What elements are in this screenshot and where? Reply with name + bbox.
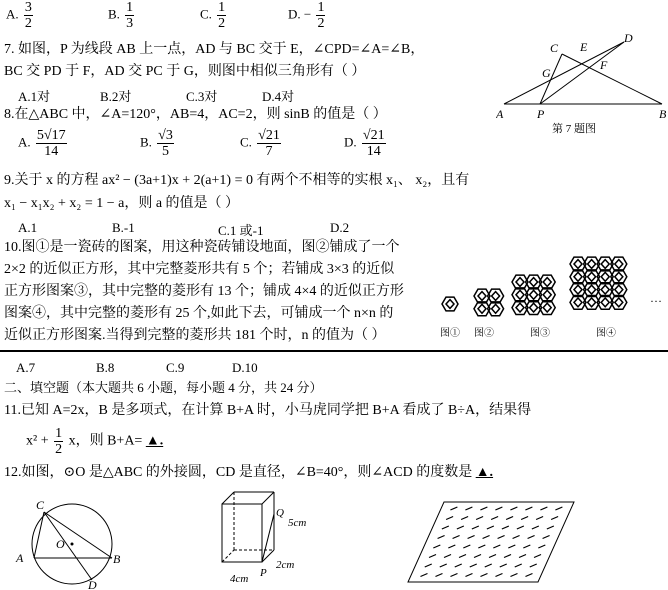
q9-option-d: D.2: [330, 220, 350, 235]
q10-line4: 图案④，其中完整的菱形有 25 个,如此下去，可铺成一个 n×n 的: [4, 306, 394, 321]
q7-line2: BC 交 PD 于 F，AD 交 PC 于 G，则图中相似三角形有（ ）: [4, 64, 366, 79]
dash-mark: [448, 545, 455, 548]
label-c: C: [36, 498, 45, 512]
dash-mark: [515, 564, 522, 567]
tile-rhombus: [601, 260, 609, 269]
q8-option-c: C. $\frac{√21}{7}$: [240, 128, 280, 159]
tile-rhombus: [615, 285, 623, 294]
label-d: D: [624, 31, 633, 45]
tile-rhombus: [543, 278, 551, 287]
dash-mark: [487, 526, 494, 529]
label-d: D: [88, 578, 97, 590]
tile-rhombus: [574, 260, 582, 269]
tile-rhombus: [478, 292, 486, 301]
dash-mark: [470, 564, 477, 567]
dash-mark: [513, 536, 520, 539]
label-a: A: [16, 551, 24, 565]
dash-mark: [523, 545, 530, 548]
q10-line3: 正方形图案③，其中完整的菱形有 13 个；铺成 4×4 的近似正方形: [4, 284, 404, 299]
dash-mark: [438, 536, 445, 539]
fig-label-1: 图①: [440, 328, 460, 339]
dash-mark: [521, 517, 528, 520]
tile-rhombus: [601, 272, 609, 281]
fraction: $\frac{1}{2}$: [218, 0, 226, 31]
dash-mark: [536, 517, 543, 520]
dash-mark: [555, 507, 562, 510]
dash-mark: [532, 526, 539, 529]
q10-line5: 近似正方形图案.当得到完整的菱形共 181 个时，n 的值为（ ）: [4, 328, 386, 343]
dash-mark: [478, 545, 485, 548]
tile-rhombus: [615, 272, 623, 281]
q11-line1: 11.已知 A=2x，B 是多项式，在计算 B+A 时，小马虎同学把 B+A 看成了 B÷A，结果得: [4, 403, 532, 418]
dash-mark: [461, 517, 468, 520]
box-figure: [206, 490, 316, 590]
q9-line2: x₁ − x₁x₂ + x₂ = 1 − a，则 a 的值是（ ）: [4, 196, 240, 211]
tile-rhombus: [516, 303, 524, 312]
label-b: B: [113, 552, 121, 566]
q6-option-d: D. − $\frac{1}{2}$: [288, 0, 325, 31]
q12-text: 12.如图，⊙O 是△ABC 的外接圆，CD 是直径，∠B=40°，则∠ACD 的度数是 ▲.: [4, 465, 494, 480]
label-a: A: [496, 107, 504, 121]
tile-rhombus: [492, 304, 500, 313]
ellipsis: …: [650, 291, 662, 305]
dash-mark: [495, 507, 502, 510]
tile-rhombus: [574, 298, 582, 307]
dash-mark: [429, 555, 436, 558]
separator-line: [0, 350, 668, 352]
dash-mark: [489, 555, 496, 558]
dash-mark: [495, 574, 502, 577]
dash-mark: [517, 526, 524, 529]
dash-mark: [425, 564, 432, 567]
dash-mark: [457, 526, 464, 529]
tile-rhombus: [615, 298, 623, 307]
dash-mark: [528, 536, 535, 539]
q7-figure: [496, 30, 668, 140]
q10-line1: 10.图①是一瓷砖的图案，用这种瓷砖铺设地面，图②铺成了一个: [4, 240, 400, 255]
dash-mark: [472, 526, 479, 529]
tile-rhombus: [588, 285, 596, 294]
dash-mark: [465, 507, 472, 510]
dash-mark: [493, 545, 500, 548]
q10-option-a: A.7: [16, 360, 36, 375]
dash-mark: [491, 517, 498, 520]
fig-label-4: 图④: [596, 328, 616, 339]
dash-mark: [444, 555, 451, 558]
dash-mark: [525, 574, 532, 577]
q7-option-a: A.1对: [18, 89, 51, 104]
q8-text: 8.在△ABC 中，∠A=120°，AB=4，AC=2，则 sinB 的值是（ ）: [4, 107, 387, 122]
q8-option-b: B. $\frac{√3}{5}$: [140, 128, 173, 159]
dash-mark: [485, 564, 492, 567]
q11-line2: x² + $\frac{1}{2}$ x，则 B+A= ▲.: [26, 426, 164, 457]
dash-mark: [525, 507, 532, 510]
label-b: B: [659, 107, 667, 121]
dash-mark: [551, 517, 558, 520]
tile-rhombus: [543, 290, 551, 299]
fraction: $\frac{3}{2}$: [24, 0, 32, 31]
q10-option-b: B.8: [96, 360, 115, 375]
q10-option-c: C.9: [166, 360, 185, 375]
dim-width: 4cm: [230, 573, 249, 585]
tile-rhombus: [492, 292, 500, 301]
tile-rhombus: [601, 298, 609, 307]
dash-mark: [468, 536, 475, 539]
tile-rhombus: [516, 278, 524, 287]
tile-rhombus: [478, 304, 486, 313]
q7-option-b: B.2对: [100, 89, 132, 104]
q7-caption: 第 7 题图: [552, 123, 596, 135]
q10-tile-figures: [436, 254, 666, 342]
dash-mark: [465, 574, 472, 577]
fraction: $\frac{1}{3}$: [126, 0, 134, 31]
q12-answer-blank[interactable]: ▲.: [475, 465, 494, 480]
dash-mark: [446, 517, 453, 520]
tile-rhombus: [543, 303, 551, 312]
dash-mark: [504, 555, 511, 558]
dash-mark: [433, 545, 440, 548]
tile-rhombus: [530, 278, 538, 287]
q11-answer-blank[interactable]: ▲.: [145, 433, 164, 449]
q9-option-a: A.1: [18, 220, 38, 235]
tile-rhombus: [574, 285, 582, 294]
dim-height: 5cm: [288, 517, 307, 529]
dash-mark: [508, 545, 515, 548]
label-p: P: [260, 567, 267, 579]
dash-mark: [442, 526, 449, 529]
dash-mark: [459, 555, 466, 558]
q6-option-c: C. $\frac{1}{2}$: [200, 0, 226, 31]
tile-rhombus: [588, 298, 596, 307]
dash-mark: [547, 526, 554, 529]
dash-mark: [540, 507, 547, 510]
q7-option-c: C.3对: [186, 89, 218, 104]
tile-rhombus: [446, 300, 454, 309]
q9-option-c: C.1 或-1: [218, 223, 264, 238]
dash-mark: [450, 574, 457, 577]
tile-rhombus: [530, 290, 538, 299]
q9-option-b: B.-1: [112, 220, 135, 235]
dash-mark: [450, 507, 457, 510]
dash-mark: [453, 536, 460, 539]
fig-label-2: 图②: [474, 328, 494, 339]
section-title: 二、填空题（本大题共 6 小题，每小题 4 分，共 24 分）: [4, 380, 323, 395]
dash-mark: [510, 574, 517, 577]
dash-mark: [530, 564, 537, 567]
tile-rhombus: [615, 260, 623, 269]
dash-mark: [543, 536, 550, 539]
tile-rhombus: [516, 290, 524, 299]
q10-line2: 2×2 的近似正方形，其中完整菱形共有 5 个；若铺成 3×3 的近似: [4, 262, 395, 277]
dash-mark: [455, 564, 462, 567]
q8-option-d: D. $\frac{√21}{14}$: [344, 128, 385, 159]
parallelogram-figure: [404, 496, 584, 590]
q6-option-b: B. $\frac{1}{3}$: [108, 0, 134, 31]
q7-option-d: D.4对: [262, 89, 295, 104]
q8-option-a: A. $\frac{5√17}{14}$: [18, 128, 66, 159]
label-q: Q: [276, 507, 284, 519]
tile-rhombus: [588, 260, 596, 269]
dash-mark: [498, 536, 505, 539]
dash-mark: [500, 564, 507, 567]
dash-mark: [420, 574, 427, 577]
label-o: O: [56, 537, 65, 551]
dash-mark: [519, 555, 526, 558]
dash-mark: [538, 545, 545, 548]
circle-figure: [12, 496, 136, 590]
label-e: E: [580, 40, 588, 54]
dash-mark: [510, 507, 517, 510]
dash-mark: [474, 555, 481, 558]
dash-mark: [435, 574, 442, 577]
dash-mark: [534, 555, 541, 558]
fig-label-3: 图③: [530, 328, 550, 339]
dim-depth: 2cm: [276, 559, 295, 571]
label-g: G: [542, 66, 551, 80]
q9-line1: 9.关于 x 的方程 ax² − (3a+1)x + 2(a+1) = 0 有两个不相等的实根 x₁、 x₂，且有: [4, 173, 470, 188]
q7-line1: 7. 如图，P 为线段 AB 上一点，AD 与 BC 交于 E，∠CPD=∠A=∠B，: [4, 42, 425, 57]
tile-rhombus: [601, 285, 609, 294]
dash-mark: [502, 526, 509, 529]
dash-mark: [480, 507, 487, 510]
tile-rhombus: [530, 303, 538, 312]
label-p: P: [537, 107, 545, 121]
q6-option-a: A. $\frac{3}{2}$: [6, 0, 32, 31]
label-f: F: [600, 58, 608, 72]
fraction: $\frac{1}{2}$: [317, 0, 325, 31]
dash-mark: [483, 536, 490, 539]
dash-mark: [480, 574, 487, 577]
dash-mark: [476, 517, 483, 520]
dash-mark: [440, 564, 447, 567]
q10-option-d: D.10: [232, 360, 258, 375]
dash-mark: [506, 517, 513, 520]
tile-rhombus: [574, 272, 582, 281]
tile-rhombus: [588, 272, 596, 281]
label-c: C: [550, 41, 559, 55]
dash-mark: [463, 545, 470, 548]
